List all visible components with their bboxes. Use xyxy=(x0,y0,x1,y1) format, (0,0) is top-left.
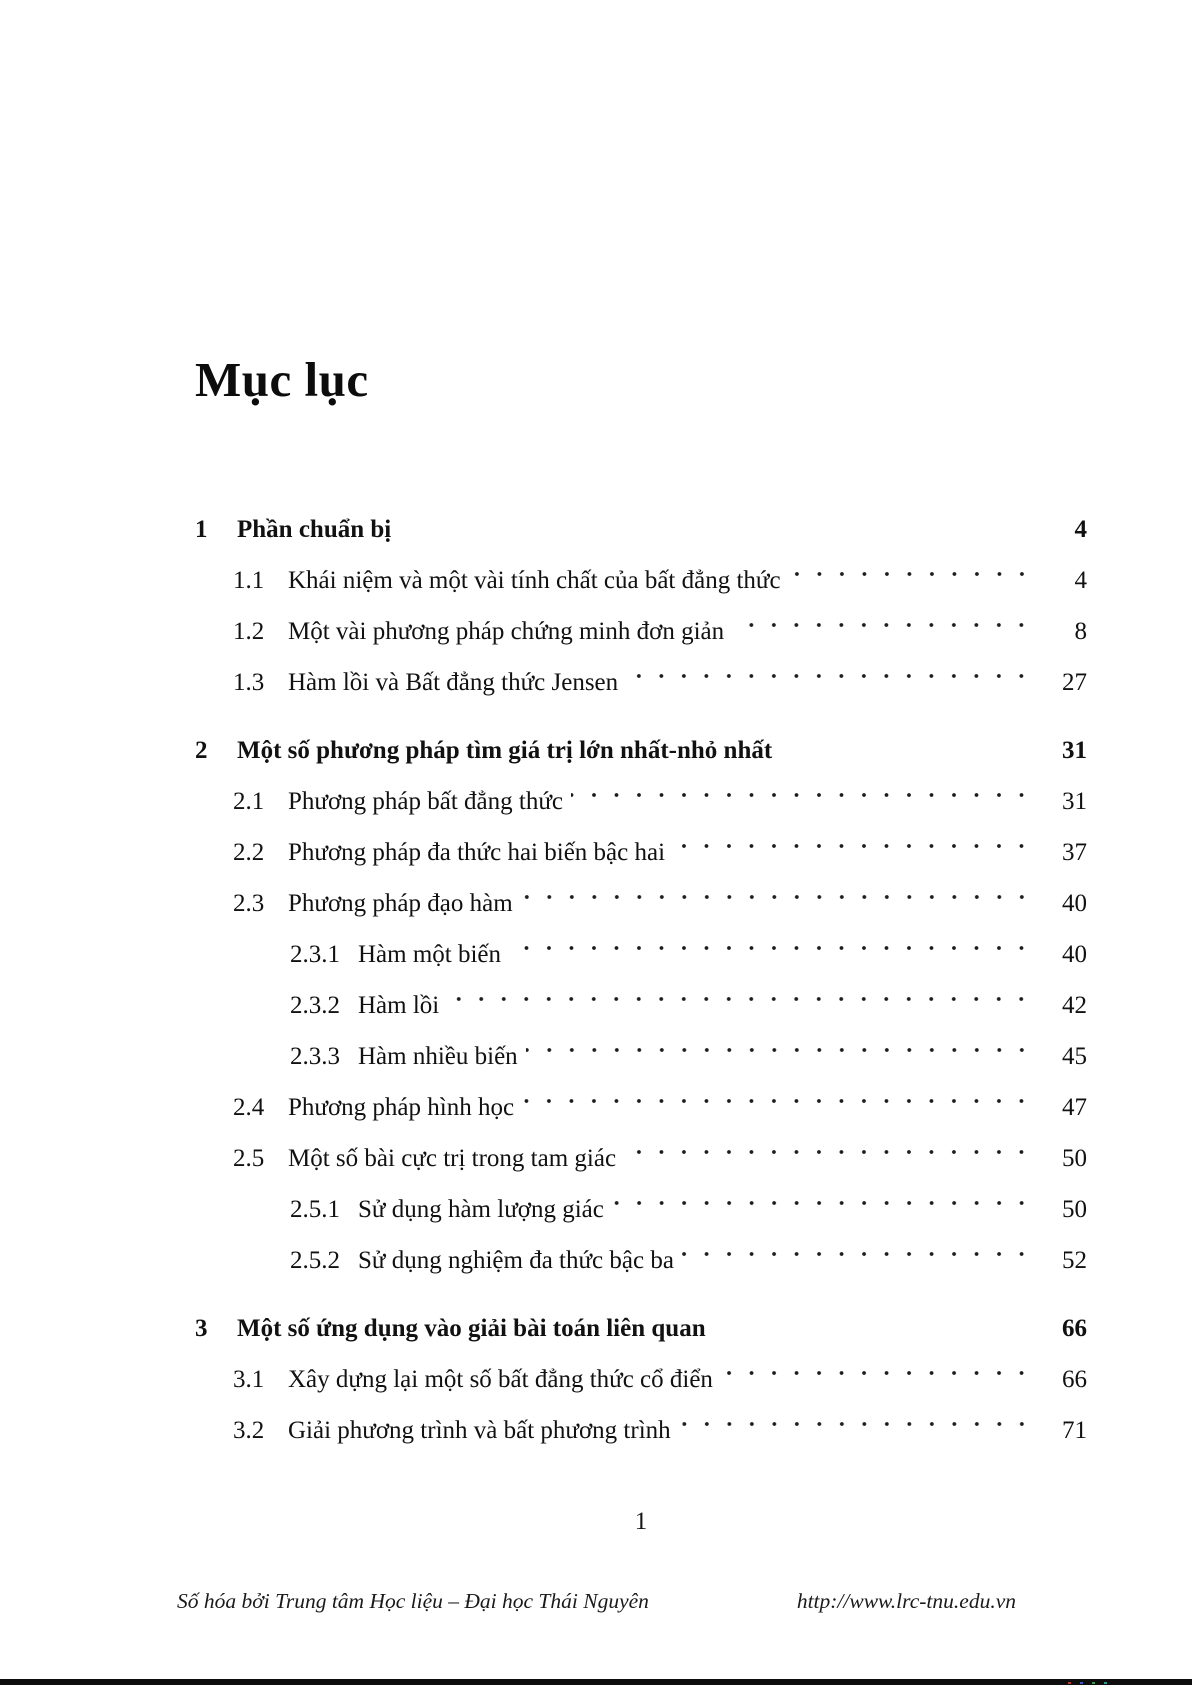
scan-artifact-speck xyxy=(1080,1682,1083,1684)
toc-entry-page: 42 xyxy=(1062,992,1087,1019)
dot-leader xyxy=(780,719,1037,758)
toc-entry-title: Phương pháp hình học xyxy=(288,1094,515,1121)
toc-entry-title: Phương pháp đạo hàm xyxy=(288,890,513,917)
footer-url: http://www.lrc-tnu.edu.vn xyxy=(796,1589,1016,1613)
toc-entry-title: Một số phương pháp tìm giá trị lớn nhất-nhỏ nhất xyxy=(237,737,773,764)
toc-entry-title: Một số bài cực trị trong tam giác xyxy=(288,1145,617,1172)
toc-entry-page: 66 xyxy=(1062,1366,1087,1393)
toc-entry xyxy=(195,719,1087,770)
scan-edge-bar xyxy=(0,1679,1192,1685)
toc-entry-page: 71 xyxy=(1062,1417,1087,1444)
toc-entry-page: 47 xyxy=(1062,1094,1087,1121)
toc-entry-number: 1 xyxy=(195,516,208,543)
toc-entry-title: Phương pháp bất đẳng thức xyxy=(288,788,563,815)
toc-entry xyxy=(195,498,1087,549)
toc-entry-number: 2.4 xyxy=(233,1094,265,1121)
toc-entry-page: 66 xyxy=(1062,1315,1087,1342)
toc-entry-page: 31 xyxy=(1062,737,1087,764)
toc-entry-number: 2.5.2 xyxy=(290,1247,340,1274)
toc-entry-number: 2.3.2 xyxy=(290,992,340,1019)
dot-leader xyxy=(721,1348,1037,1387)
toc-entry-number: 1.3 xyxy=(233,669,265,696)
dot-leader xyxy=(509,923,1037,962)
toc-entry-number: 2 xyxy=(195,737,208,764)
toc-entry-title: Hàm một biến xyxy=(358,941,502,968)
dot-leader xyxy=(526,1025,1037,1064)
toc-entry xyxy=(195,923,1087,974)
toc-entry xyxy=(195,1229,1087,1280)
dot-leader xyxy=(522,1076,1037,1115)
toc-entry-page: 8 xyxy=(1074,618,1087,645)
dot-leader xyxy=(714,1297,1037,1336)
toc-entry-number: 2.5.1 xyxy=(290,1196,340,1223)
toc-entry xyxy=(195,549,1087,600)
toc-entry-title: Hàm lồi và Bất đẳng thức Jensen xyxy=(288,669,619,696)
toc-entry xyxy=(195,821,1087,872)
toc-entry-title: Hàm nhiều biến xyxy=(358,1043,518,1070)
toc-entry-number: 2.1 xyxy=(233,788,265,815)
toc-entry-page: 52 xyxy=(1062,1247,1087,1274)
toc-entry-number: 1.1 xyxy=(233,567,265,594)
toc-entry xyxy=(195,1076,1087,1127)
toc-entry xyxy=(195,974,1087,1025)
toc-entry xyxy=(195,1348,1087,1399)
toc-entry-page: 40 xyxy=(1062,890,1087,917)
page-number: 1 xyxy=(634,1508,648,1535)
toc-entry-title: Một vài phương pháp chứng minh đơn giản xyxy=(288,618,725,645)
toc-entry xyxy=(195,1127,1087,1178)
toc-entry-number: 2.5 xyxy=(233,1145,265,1172)
toc-entry-number: 2.3.1 xyxy=(290,941,340,968)
toc-entry-number: 2.3 xyxy=(233,890,265,917)
scan-artifact-speck xyxy=(1104,1682,1107,1684)
dot-leader xyxy=(399,498,1037,537)
page-title: Mục lục xyxy=(195,351,369,407)
dot-leader xyxy=(447,974,1037,1013)
toc-entry-number: 2.2 xyxy=(233,839,265,866)
toc-entry-title: Xây dựng lại một số bất đẳng thức cổ điển xyxy=(288,1366,713,1393)
scan-artifact-speck xyxy=(1068,1682,1071,1684)
toc-entry-page: 45 xyxy=(1062,1043,1087,1070)
toc-entry-title: Sử dụng hàm lượng giác xyxy=(358,1196,604,1223)
toc-entry xyxy=(195,1297,1087,1348)
toc-entry-page: 50 xyxy=(1062,1196,1087,1223)
toc-entry-number: 2.3.3 xyxy=(290,1043,340,1070)
toc-entry-number: 3 xyxy=(195,1315,208,1342)
toc-entry-title: Một số ứng dụng vào giải bài toán liên quan xyxy=(237,1315,706,1342)
toc-entry-page: 4 xyxy=(1074,516,1087,543)
toc-entry-title: Giải phương trình và bất phương trình xyxy=(288,1417,671,1444)
dot-leader xyxy=(521,872,1037,911)
toc-entry-title: Hàm lồi xyxy=(358,992,440,1019)
dot-leader xyxy=(679,1399,1037,1438)
toc-entry-number: 3.2 xyxy=(233,1417,265,1444)
dot-leader xyxy=(612,1178,1037,1217)
dot-leader xyxy=(626,651,1037,690)
toc-entry-page: 27 xyxy=(1062,669,1087,696)
scan-artifact-speck xyxy=(1092,1682,1095,1684)
toc-entry-title: Sử dụng nghiệm đa thức bậc ba xyxy=(358,1247,674,1274)
dot-leader xyxy=(789,549,1037,588)
dot-leader xyxy=(682,1229,1037,1268)
toc-entry xyxy=(195,1399,1087,1450)
toc-entry-page: 50 xyxy=(1062,1145,1087,1172)
toc-entry-title: Khái niệm và một vài tính chất của bất đẳng thức xyxy=(288,567,781,594)
toc-entry-title: Phương pháp đa thức hai biến bậc hai xyxy=(288,839,666,866)
toc-entry-page: 31 xyxy=(1062,788,1087,815)
toc-entry-number: 1.2 xyxy=(233,618,265,645)
toc-entry xyxy=(195,651,1087,702)
toc-entry xyxy=(195,1178,1087,1229)
dot-leader xyxy=(571,770,1037,809)
toc-entry-page: 40 xyxy=(1062,941,1087,968)
toc-entry-number: 3.1 xyxy=(233,1366,265,1393)
dot-leader xyxy=(732,600,1037,639)
toc-entry xyxy=(195,770,1087,821)
table-of-contents xyxy=(195,498,1087,1450)
toc-entry-page: 37 xyxy=(1062,839,1087,866)
footer-digitization-credit: Số hóa bởi Trung tâm Học liệu – Đại học Thái Nguyên xyxy=(177,1589,649,1613)
toc-entry xyxy=(195,600,1087,651)
toc-entry xyxy=(195,1025,1087,1076)
toc-entry xyxy=(195,872,1087,923)
toc-entry-page: 4 xyxy=(1074,567,1087,594)
dot-leader xyxy=(624,1127,1037,1166)
toc-entry-title: Phần chuẩn bị xyxy=(237,516,392,543)
dot-leader xyxy=(673,821,1037,860)
